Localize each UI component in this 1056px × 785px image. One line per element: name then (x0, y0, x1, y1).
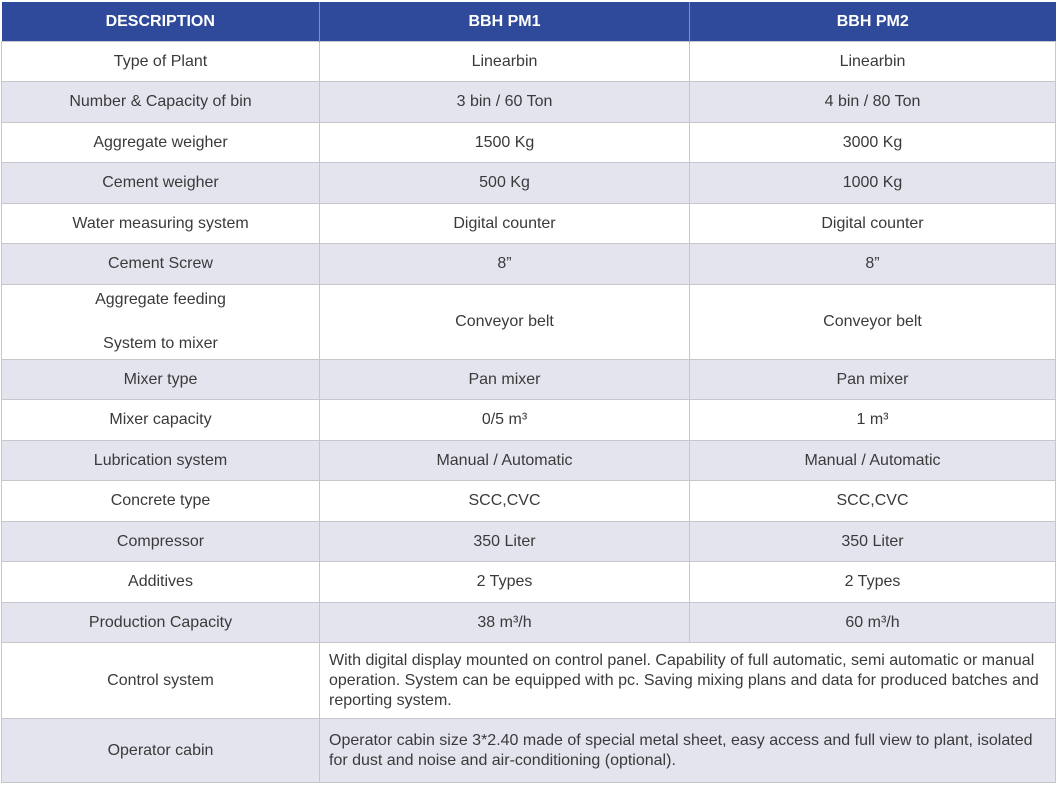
row-label: Production Capacity (2, 603, 320, 643)
table-row (2, 643, 1056, 719)
table-row (2, 163, 1056, 204)
pm2-value: 8” (690, 244, 1056, 285)
header-bbh-pm2: BBH PM2 (690, 2, 1056, 42)
table-row (2, 244, 1056, 285)
pm1-value: 500 Kg (320, 163, 690, 204)
pm2-value: Manual / Automatic (690, 441, 1056, 481)
table-row (2, 42, 1056, 82)
pm2-value: 60 m³/h (690, 603, 1056, 643)
spec-table (1, 2, 1056, 783)
table-row (2, 481, 1056, 522)
pm1-value: 0/5 m³ (320, 400, 690, 441)
row-label-spacer (2, 311, 319, 333)
pm2-value: Conveyor belt (690, 285, 1056, 360)
pm1-value: Manual / Automatic (320, 441, 690, 481)
pm2-value: 1000 Kg (690, 163, 1056, 204)
operator-cabin-description: Operator cabin size 3*2.40 made of special metal sheet, easy access and full view to plant, isolated for dust and noise and air-conditioning (optional). (320, 719, 1056, 783)
table-row (2, 719, 1056, 783)
row-label: Mixer capacity (2, 400, 320, 441)
table-header-row (2, 2, 1056, 42)
pm1-value: Conveyor belt (320, 285, 690, 360)
pm1-value: 2 Types (320, 562, 690, 603)
table-row (2, 400, 1056, 441)
row-label: Water measuring system (2, 204, 320, 244)
row-label: Control system (2, 643, 320, 719)
row-label: Compressor (2, 522, 320, 562)
table-row (2, 360, 1056, 400)
table-row (2, 441, 1056, 481)
row-label: Operator cabin (2, 719, 320, 783)
pm1-value: Pan mixer (320, 360, 690, 400)
pm1-value: 350 Liter (320, 522, 690, 562)
pm1-value: 3 bin / 60 Ton (320, 82, 690, 123)
row-label: Additives (2, 562, 320, 603)
row-label: Cement Screw (2, 244, 320, 285)
row-label-line-2: System to mixer (103, 335, 218, 352)
pm2-value: SCC,CVC (690, 481, 1056, 522)
control-system-description: With digital display mounted on control panel. Capability of full automatic, semi automatic or manual operation. System can be equipped with pc. Saving mixing plans and data for produced batches and reporting system. (320, 643, 1056, 719)
pm2-value: Digital counter (690, 204, 1056, 244)
pm2-value: 3000 Kg (690, 123, 1056, 163)
pm2-value: 350 Liter (690, 522, 1056, 562)
pm1-value: SCC,CVC (320, 481, 690, 522)
row-label: Type of Plant (2, 42, 320, 82)
header-description: DESCRIPTION (2, 2, 320, 42)
pm2-value: 2 Types (690, 562, 1056, 603)
row-label: Aggregate weigher (2, 123, 320, 163)
row-label: Mixer type (2, 360, 320, 400)
table-row (2, 603, 1056, 643)
table-row (2, 82, 1056, 123)
row-label: Cement weigher (2, 163, 320, 204)
table-row (2, 204, 1056, 244)
pm2-value: Pan mixer (690, 360, 1056, 400)
pm2-value: 1 m³ (690, 400, 1056, 441)
table-row (2, 562, 1056, 603)
row-label (2, 285, 320, 360)
pm2-value: 4 bin / 80 Ton (690, 82, 1056, 123)
table-row (2, 522, 1056, 562)
pm2-value: Linearbin (690, 42, 1056, 82)
table-row (2, 285, 1056, 360)
row-label: Lubrication system (2, 441, 320, 481)
header-bbh-pm1: BBH PM1 (320, 2, 690, 42)
pm1-value: 38 m³/h (320, 603, 690, 643)
table-row (2, 123, 1056, 163)
pm1-value: 8” (320, 244, 690, 285)
row-label: Concrete type (2, 481, 320, 522)
row-label-line-1: Aggregate feeding (95, 291, 226, 308)
pm1-value: Linearbin (320, 42, 690, 82)
pm1-value: 1500 Kg (320, 123, 690, 163)
row-label: Number & Capacity of bin (2, 82, 320, 123)
pm1-value: Digital counter (320, 204, 690, 244)
